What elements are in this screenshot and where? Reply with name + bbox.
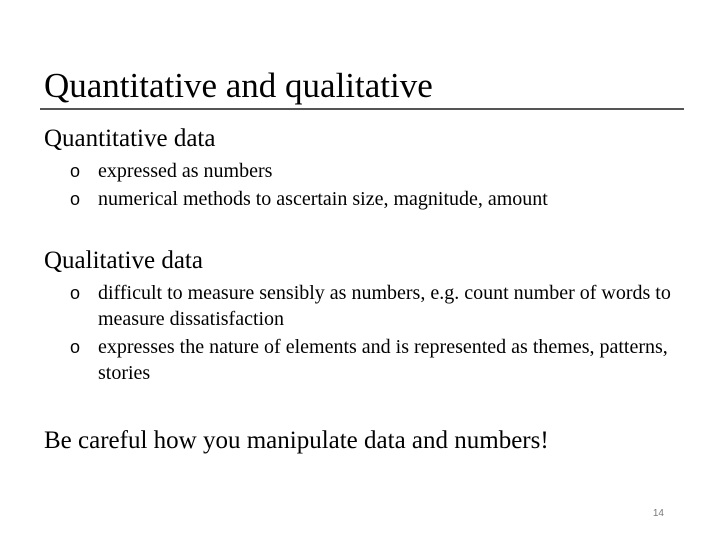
- list-item-text: expresses the nature of elements and is represented as themes, patterns, stories: [98, 336, 668, 384]
- bullet-marker: o: [70, 337, 81, 357]
- bullet-marker: o: [70, 283, 81, 303]
- list-item-text: numerical methods to ascertain size, magnitude, amount: [98, 188, 548, 210]
- list-item: [70, 280, 690, 332]
- bullet-list-quantitative: [70, 158, 690, 214]
- section-heading-qualitative: Qualitative data: [44, 247, 203, 274]
- title-divider: [40, 108, 684, 110]
- bullet-list-qualitative: [70, 280, 690, 388]
- list-item: [70, 158, 690, 184]
- page-number: 14: [652, 508, 664, 519]
- bullet-marker: o: [70, 161, 81, 181]
- list-item: [70, 186, 690, 212]
- list-item-text: expressed as numbers: [98, 160, 273, 182]
- section-heading-quantitative: Quantitative data: [44, 125, 216, 152]
- slide-title: Quantitative and qualitative: [44, 66, 433, 105]
- closing-statement: Be careful how you manipulate data and numbers!: [44, 427, 549, 454]
- list-item: [70, 334, 690, 386]
- list-item-text: difficult to measure sensibly as numbers, e.g. count number of words to measure dissatisfaction: [98, 282, 671, 330]
- bullet-marker: o: [70, 189, 81, 209]
